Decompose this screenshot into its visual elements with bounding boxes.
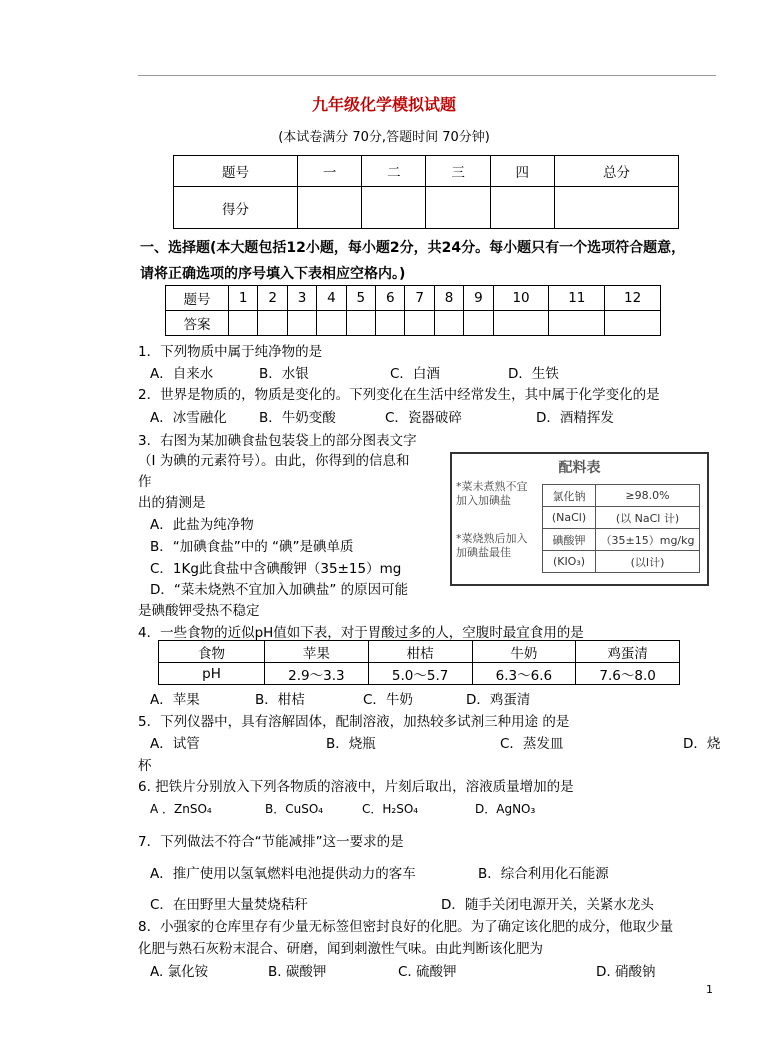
- q8-option-d: D. 硝酸钠: [596, 964, 656, 980]
- q6-option-d: D．AgNO₃: [475, 802, 536, 816]
- figure-cell: (以I计): [596, 551, 700, 573]
- page-title: 九年级化学模拟试题: [311, 95, 456, 114]
- score-row-label: 得分: [174, 187, 298, 229]
- q3-stem-line3: 作: [138, 474, 152, 490]
- answer-cell[interactable]: [464, 311, 493, 336]
- answer-number: 7: [405, 286, 434, 311]
- answer-cell[interactable]: [376, 311, 405, 336]
- answer-number: 10: [493, 286, 549, 311]
- answer-number: 9: [464, 286, 493, 311]
- ph-table: [158, 640, 680, 685]
- figure-cell: (以 NaCl 计): [596, 507, 700, 529]
- figure-cell: (NaCl): [543, 507, 596, 529]
- q7-option-d: D．随手关闭电源开关，关紧水龙头: [441, 897, 654, 913]
- q7-option-b: B．综合利用化石能源: [478, 866, 609, 882]
- q4-option-a: A．苹果: [150, 692, 200, 708]
- answer-cell[interactable]: [287, 311, 316, 336]
- answer-table: [165, 285, 661, 336]
- q6-option-c: C．H₂SO₄: [362, 802, 419, 816]
- ph-cell: 7.6～8.0: [576, 663, 680, 685]
- answer-cell[interactable]: [605, 311, 661, 336]
- figure-cell: 氯化钠: [543, 485, 596, 507]
- score-cell[interactable]: [426, 187, 490, 229]
- q8-option-b: B. 碳酸钾: [268, 964, 327, 980]
- q1-option-d: D．生铁: [508, 366, 559, 382]
- ingredient-label-figure: [450, 452, 709, 586]
- score-header: 题号: [174, 156, 298, 187]
- ph-cell: pH: [159, 663, 265, 685]
- q3-option-c: C．1Kg此食盐中含碘酸钾（35±15）mg: [150, 561, 402, 577]
- q1-option-c: C．白酒: [390, 366, 440, 382]
- q2-option-d: D．酒精挥发: [536, 410, 614, 426]
- score-table: [173, 155, 679, 229]
- q3-stem-line4: 出的猜测是: [138, 495, 206, 511]
- answer-number: 4: [317, 286, 346, 311]
- answer-number: 5: [346, 286, 375, 311]
- answer-table-label: 题号: [166, 286, 229, 311]
- answer-cell[interactable]: [258, 311, 287, 336]
- answer-cell[interactable]: [317, 311, 346, 336]
- figure-note-2: *菜烧熟后加入加碘盐最佳: [456, 532, 528, 559]
- answer-cell[interactable]: [229, 311, 258, 336]
- q2-option-c: C．瓷器破碎: [385, 410, 462, 426]
- score-header: 二: [362, 156, 426, 187]
- figure-cell: 碘酸钾: [543, 529, 596, 551]
- q6-option-b: B．CuSO₄: [265, 802, 324, 816]
- score-header: 四: [490, 156, 554, 187]
- q5-option-b: B．烧瓶: [326, 736, 376, 752]
- q3-option-a: A．此盐为纯净物: [150, 517, 254, 533]
- q1-option-b: B．水银: [259, 366, 309, 382]
- figure-cell: （35±15）mg/kg: [596, 529, 700, 551]
- answer-number: 3: [287, 286, 316, 311]
- q2-stem: 2．世界是物质的，物质是变化的。下列变化在生活中经常发生，其中属于化学变化的是: [138, 387, 660, 403]
- q3-option-b: B．“加碘食盐”中的 “碘”是碘单质: [150, 539, 354, 555]
- ph-header: 牛奶: [472, 641, 576, 663]
- section1-heading: 一、选择题(本大题包括12小题，每小题2分，共24分。每小题只有一个选项符合题意，: [140, 240, 686, 256]
- answer-number: 6: [376, 286, 405, 311]
- q2-option-a: A．冰雪融化: [150, 410, 227, 426]
- ph-header: 柑桔: [368, 641, 472, 663]
- figure-cell: (KIO₃): [543, 551, 596, 573]
- ph-cell: 6.3～6.6: [472, 663, 576, 685]
- q6-stem: 6. 把铁片分别放入下列各物质的溶液中，片刻后取出，溶液质量增加的是: [138, 779, 574, 795]
- q6-option-a: A ．ZnSO₄: [150, 802, 212, 816]
- q3-option-d-cont: 是碘酸钾受热不稳定: [138, 603, 260, 619]
- answer-cell[interactable]: [405, 311, 434, 336]
- answer-number: 8: [434, 286, 463, 311]
- q4-option-c: C．牛奶: [363, 692, 413, 708]
- answer-number: 12: [605, 286, 661, 311]
- page-number: 1: [706, 983, 713, 996]
- q4-option-d: D．鸡蛋清: [466, 692, 531, 708]
- answer-cell[interactable]: [434, 311, 463, 336]
- score-cell[interactable]: [554, 187, 678, 229]
- q8-stem-line2: 化肥与熟石灰粉末混合、研磨，闻到刺激性气味。由此判断该化肥为: [138, 941, 543, 957]
- q4-stem: 4．一些食物的近似pH值如下表，对于胃酸过多的人，空腹时最宜食用的是: [138, 625, 584, 641]
- score-header: 总分: [554, 156, 678, 187]
- q4-option-b: B．柑桔: [255, 692, 305, 708]
- answer-number: 1: [229, 286, 258, 311]
- q8-option-a: A. 氯化铵: [150, 964, 209, 980]
- q5-option-a: A．试管: [150, 736, 200, 752]
- ph-cell: 5.0～5.7: [368, 663, 472, 685]
- q3-stem-line1: 3．右图为某加碘食盐包装袋上的部分图表文字: [138, 433, 417, 449]
- answer-row-label: 答案: [166, 311, 229, 336]
- score-cell[interactable]: [490, 187, 554, 229]
- figure-cell: ≥98.0%: [596, 485, 700, 507]
- ph-header: 食物: [159, 641, 265, 663]
- section1-instruction: 请将正确选项的序号填入下表相应空格内。): [140, 266, 406, 282]
- answer-cell[interactable]: [493, 311, 549, 336]
- answer-number: 11: [549, 286, 605, 311]
- q3-stem-line2: （I 为碘的元素符号）。由此，你得到的信息和: [138, 453, 410, 469]
- header-rule: [138, 75, 716, 76]
- figure-title: 配料表: [558, 460, 601, 476]
- q7-option-c: C．在田野里大量焚烧秸秆: [150, 897, 308, 913]
- answer-cell[interactable]: [346, 311, 375, 336]
- q5-option-d: D．烧: [683, 736, 721, 752]
- q8-stem-line1: 8．小强家的仓库里存有少量无标签但密封良好的化肥。为了确定该化肥的成分，他取少量: [138, 919, 674, 935]
- q5-option-c: C．蒸发皿: [500, 736, 564, 752]
- answer-number: 2: [258, 286, 287, 311]
- figure-note-1: *菜未煮熟不宜加入加碘盐: [456, 480, 528, 507]
- q7-stem: 7．下列做法不符合“节能减排”这一要求的是: [138, 834, 404, 850]
- page-subtitle: (本试卷满分 70分,答题时间 70分钟): [278, 130, 490, 145]
- ph-header: 鸡蛋清: [576, 641, 680, 663]
- q1-option-a: A．自来水: [150, 366, 214, 382]
- answer-cell[interactable]: [549, 311, 605, 336]
- ph-header: 苹果: [265, 641, 369, 663]
- q7-option-a: A．推广使用以氢氧燃料电池提供动力的客车: [150, 866, 416, 882]
- score-cell[interactable]: [362, 187, 426, 229]
- score-cell[interactable]: [298, 187, 362, 229]
- q5-option-d-cont: 杯: [138, 758, 152, 774]
- q2-option-b: B．牛奶变酸: [259, 410, 336, 426]
- score-header: 三: [426, 156, 490, 187]
- figure-table: [542, 484, 700, 573]
- q8-option-c: C. 硫酸钾: [398, 964, 457, 980]
- q5-stem: 5．下列仪器中，具有溶解固体，配制溶液，加热较多试剂三种用途 的是: [138, 714, 570, 730]
- score-header: 一: [298, 156, 362, 187]
- ph-cell: 2.9～3.3: [265, 663, 369, 685]
- q3-option-d: D．“菜未烧熟不宜加入加碘盐” 的原因可能: [150, 582, 409, 598]
- q1-stem: 1．下列物质中属于纯净物的是: [138, 344, 323, 360]
